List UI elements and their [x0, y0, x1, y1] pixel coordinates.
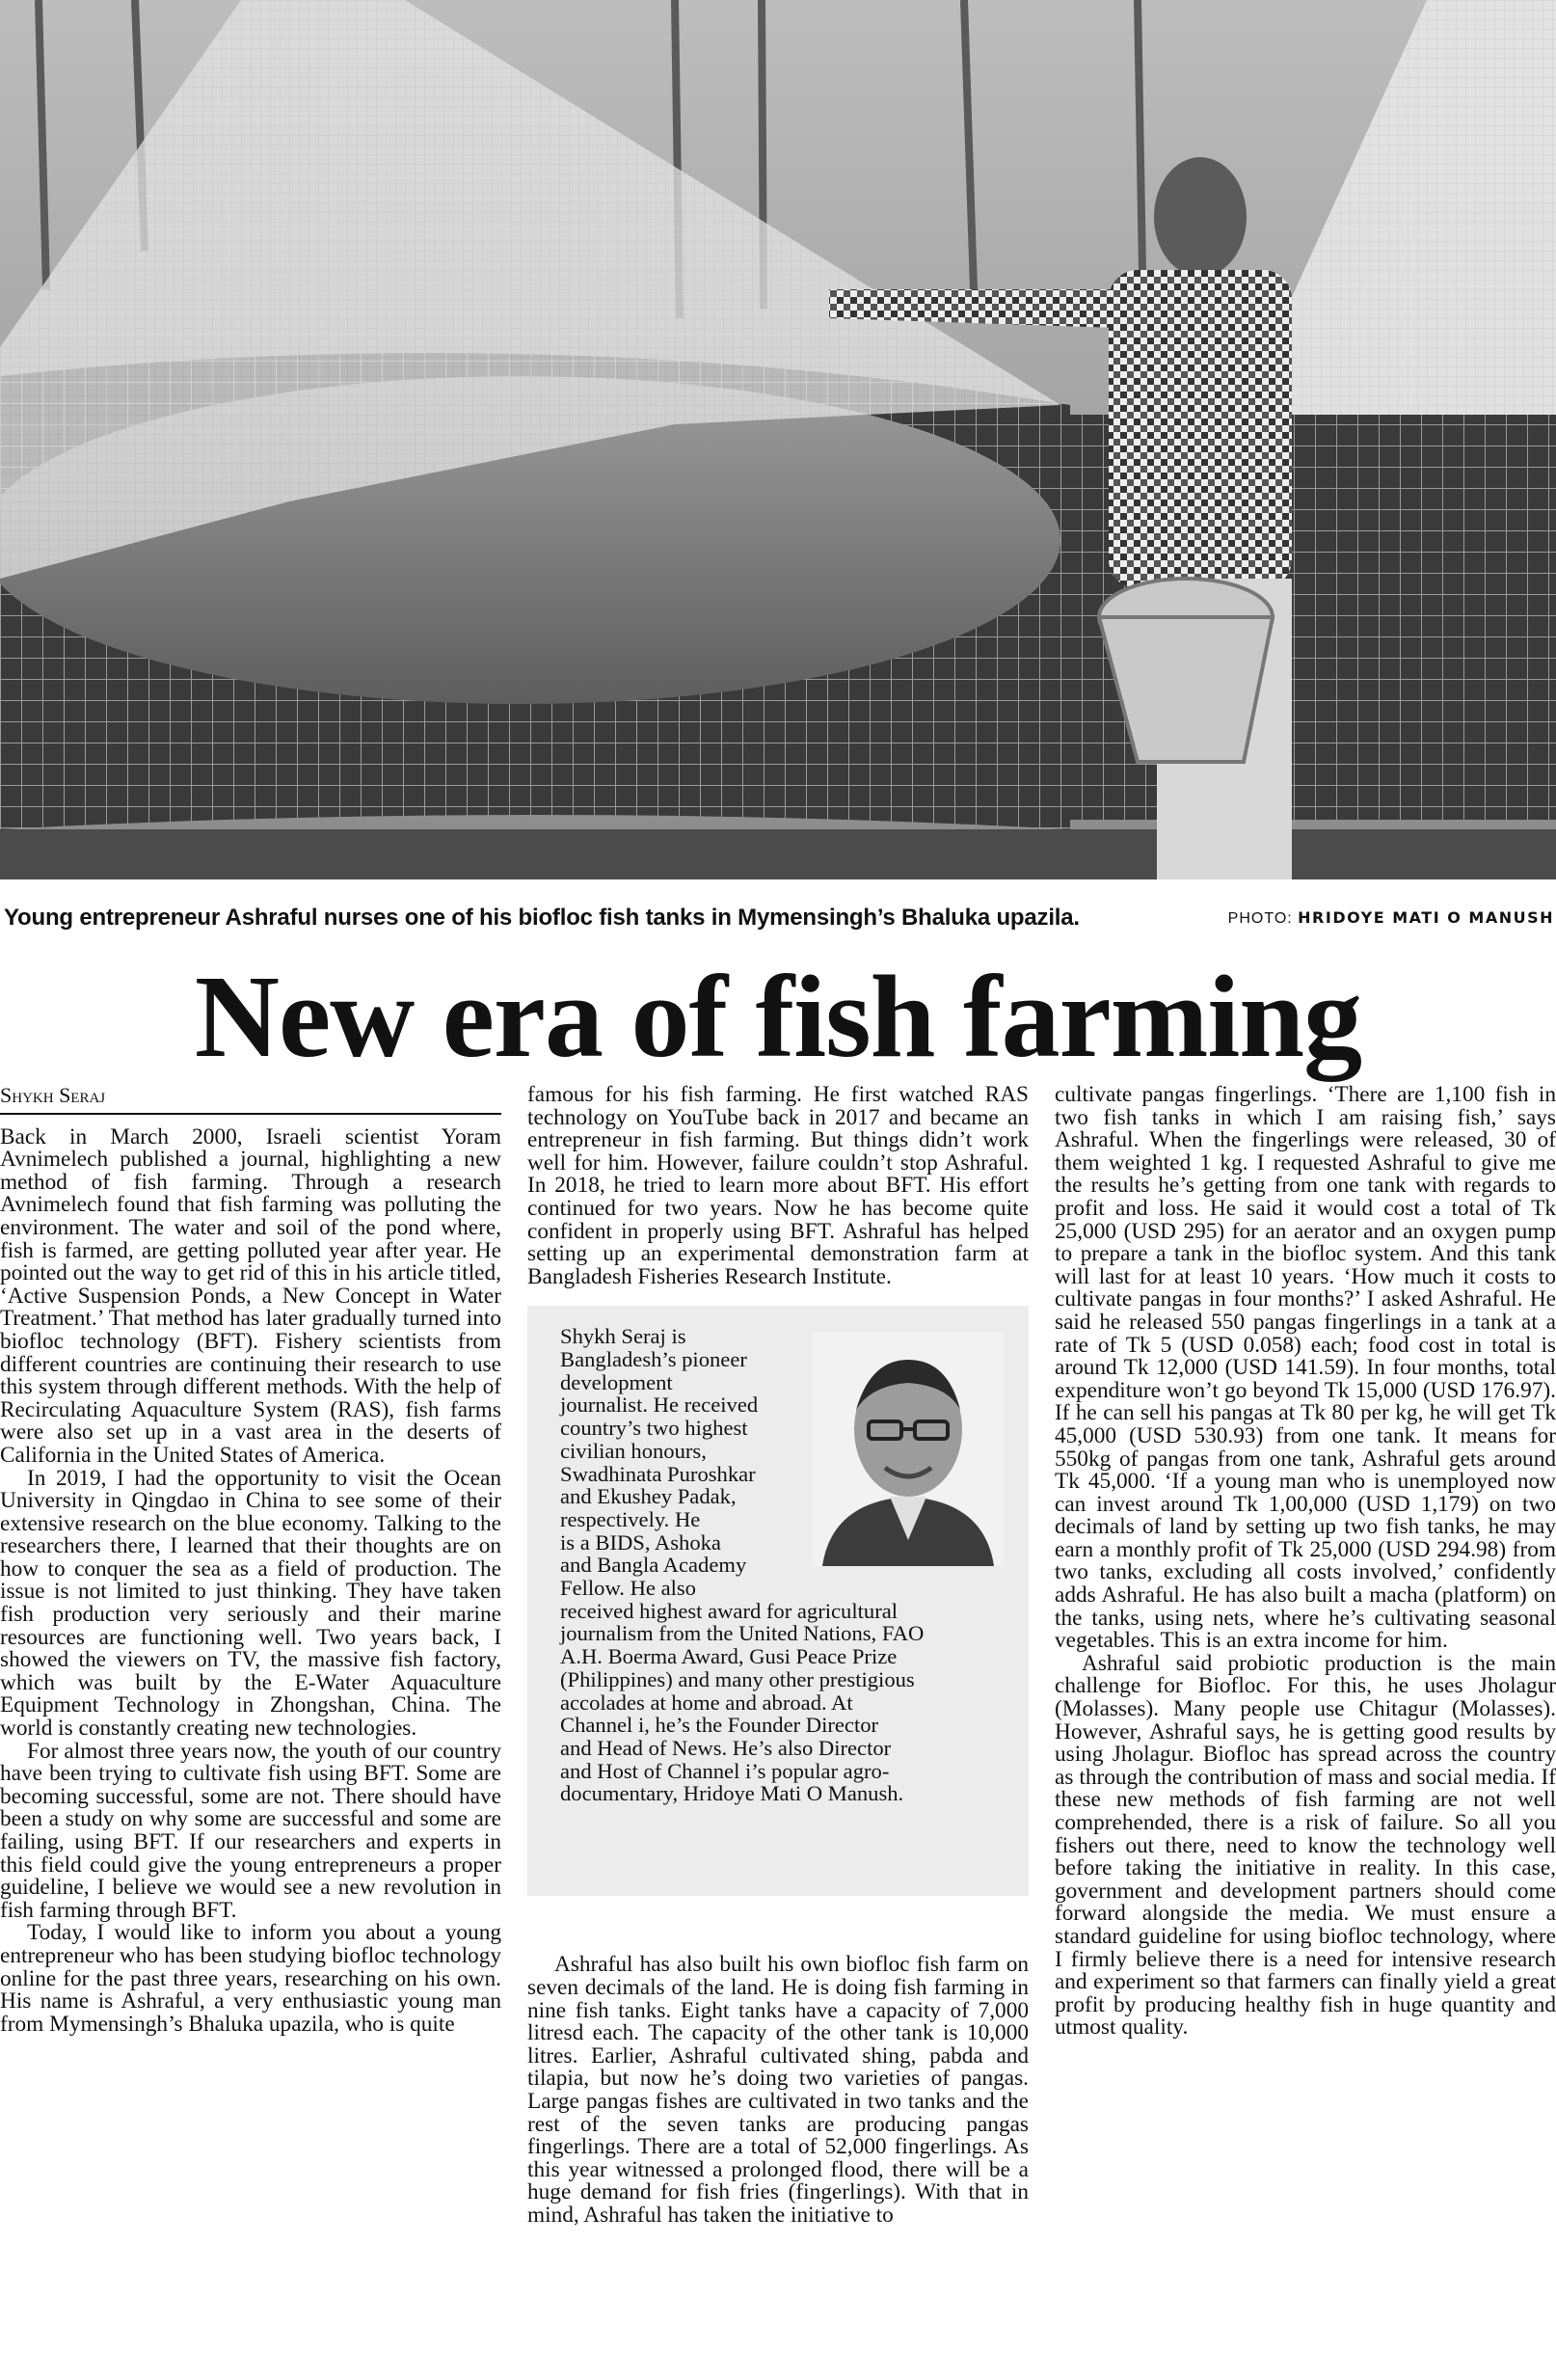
bio-line: and Head of News. He’s also Director [560, 1736, 892, 1760]
bio-line: Channel i, he’s the Founder Director [560, 1713, 879, 1738]
paragraph: Ashraful said probiotic production is the main challenge for Biofloc. For this, he uses Jholagur (Molasses). Many people use Chitagur (Molasses). However, Ashraful says, he is getting good results by using Jholagur. Biofloc has spread across the country as through the contribution of mass and social media. If these new methods of fish farming are not well comprehended, there is a risk of failure. So all you fishers out there, need to know the technology well before taking the initiative in reality. In this case, government and development partners should come forward alongside the media. We must ensure a standard guideline for using biofloc technology, where I firmly believe there is a need for intensive research and experiment so that farmers can finally yield a great profit by producing healthy fish in huge quantity and utmost quality. [1055, 1650, 1556, 2041]
article-column-1 [0, 1084, 501, 2036]
paragraph: famous for his fish farming. He first watched RAS technology on YouTube back in 2017 and became an entrepreneur in fish farming. But things didn’t work well for him. However, failure couldn’t stop Ashraful. In 2018, he tried to learn more about BFT. His effort continued for two years. Now he has become quite confident in properly using BFT. Ashraful has helped setting up an experimental demonstration farm at Bangladesh Fisheries Research Institute. [527, 1082, 1029, 1289]
bio-line: journalist. He received [560, 1393, 759, 1418]
bio-line: respectively. He [560, 1506, 701, 1531]
paragraph: In 2019, I had the opportunity to visit the Ocean University in Qingdao in China to see some of their extensive research on the blue economy. Talking to the researchers there, I learned that their thoughts are on how to conquer the sea as a field of production. The issue is not limited to just thinking. They have taken fish production very seriously and their marine resources are functioning well. Two years back, I showed the viewers on TV, the massive fish factory, which was built by the E-Water Aquaculture Equipment Technology in Zhongshan, China. The world is constantly creating new technologies. [0, 1465, 501, 1742]
bio-line: Bangladesh’s pioneer [560, 1347, 747, 1372]
paragraph: Back in March 2000, Israeli scientist Yoram Avnimelech published a journal, highlighting a new method of fish farming. Through a research Avnimelech found that fish farming was polluting the environment. The water and soil of the pond where, fish is farmed, are getting polluted year after year. He pointed out the way to get rid of this in his article titled, ‘Active Suspension Ponds, a New Concept in Water Treatment.’ That method has later gradually turned into biofloc technology (BFT). Fishery scientists from different countries are continuing their research to use this system through different methods. With the help of Recirculating Aquaculture System (RAS), fish farms were also set up in a vast area in the deserts of California in the United States of America. [0, 1123, 501, 1468]
article-column-2 [527, 1084, 1029, 2227]
paragraph: Ashraful has also built his own biofloc fish farm on seven decimals of the land. He is doing fish farming in nine fish tanks. Eight tanks have a capacity of 7,000 litresd each. The capacity of the other tank is 10,000 litres. Earlier, Ashraful cultivated shing, pabda and tilapia, but now he’s doing two varieties of pangas. Large pangas fishes are cultivated in two tanks and the rest of the seven tanks are producing pangas fingerlings. There are a total of 52,000 fingerlings. As this year witnessed a prolonged flood, there will be a huge demand for fish fries (fingerlings). With that in mind, Ashraful has taken the initiative to [527, 1952, 1029, 2228]
bio-line: journalism from the United Nations, FAO [560, 1621, 925, 1646]
lead-photo [0, 0, 1556, 879]
author-bio-box [527, 1306, 1029, 1896]
bio-line: Shykh Seraj is [560, 1324, 686, 1349]
author-portrait [813, 1333, 1004, 1566]
photo-credit-prefix: PHOTO: [1227, 910, 1293, 927]
bio-line: and Ekushey Padak, [560, 1484, 737, 1509]
photo-credit [1228, 908, 1554, 928]
bio-line: (Philippines) and many other prestigious [560, 1666, 915, 1691]
paragraph: cultivate pangas fingerlings. ‘There are 1,100 fish in two fish tanks in which I am raising fish,’ says Ashraful. When the fingerlings were released, 30 of them weighted 1 kg. I requested Ashraful to give me the results he’s getting from one tank with regards to profit and loss. He said it would cost a total of Tk 25,000 (USD 295) for an aerator and an oxygen pump to prepare a tank in the biofloc system. And this tank will last for at least 10 years. ‘How much it costs to cultivate pangas in four months?’ I asked Ashraful. He said he released 550 pangas fingerlings in a tank at a rate of Tk 5 (USD 0.058) each; food cost in total is around Tk 12,000 (USD 141.59). In four months, total expenditure won’t go beyond Tk 15,000 (USD 176.97). If he can sell his pangas at Tk 80 per kg, he will get Tk 45,000 (USD 530.93) from one tank. It means for 550kg of pangas from one tank, Ashraful gets around Tk 45,000. ‘If a young man who is unemployed now can invest around Tk 1,00,000 (USD 1,179) on two decimals of land by setting up two fish tanks, he may earn a monthly profit of Tk 25,000 (USD 294.98) from two tanks, excluding all costs involved,’ confidently adds Ashraful. He has also built a macha (platform) on the tanks, using nets, where he’s cultivating seasonal vegetables. This is an extra income for him. [1055, 1082, 1556, 1654]
photo-caption: Young entrepreneur Ashraful nurses one of his biofloc fish tanks in Mymensingh’s Bhaluka upazila. [4, 905, 1080, 931]
bio-line: civilian honours, [560, 1438, 707, 1463]
headline: New era of fish farming [194, 952, 1362, 1082]
article-column-3 [1055, 1084, 1556, 2040]
bio-line: documentary, Hridoye Mati O Manush. [560, 1781, 904, 1806]
paragraph: Today, I would like to inform you about a young entrepreneur who has been studying biofloc technology online for the past three years, researching on his own. His name is Ashraful, a very enthusiastic young man from Mymensingh’s Bhaluka upazila, who is quite [0, 1920, 501, 2037]
photo-caption-row [0, 905, 1556, 937]
photo-credit-name: HRIDOYE MATI O MANUSH [1298, 908, 1554, 927]
bio-line: country’s two highest [560, 1416, 748, 1441]
bio-line: A.H. Boerma Award, Gusi Peace Prize [560, 1644, 898, 1669]
byline: Shykh Seraj [0, 1084, 501, 1115]
bio-line: and Bangla Academy Fellow. He also [560, 1553, 747, 1601]
bio-line: accolades at home and abroad. At [560, 1690, 853, 1715]
bio-line: and Host of Channel i’s popular agro- [560, 1758, 890, 1783]
paragraph: For almost three years now, the youth of our country have been trying to cultivate fish using BFT. Some are becoming successful, some are not. There should have been a study on why some are successful and some are failing, using BFT. If our researchers and experts in this field could give the young entrepreneurs a proper guideline, I believe we would see a new revolution in fish farming through BFT. [0, 1738, 501, 1923]
bio-line: Swadhinata Puroshkar [560, 1461, 756, 1486]
bio-line: development [560, 1369, 673, 1394]
bio-line: is a BIDS, Ashoka [560, 1529, 721, 1555]
bio-line: received highest award for agricultural [560, 1598, 899, 1623]
fish-tank-photo [0, 0, 1556, 879]
